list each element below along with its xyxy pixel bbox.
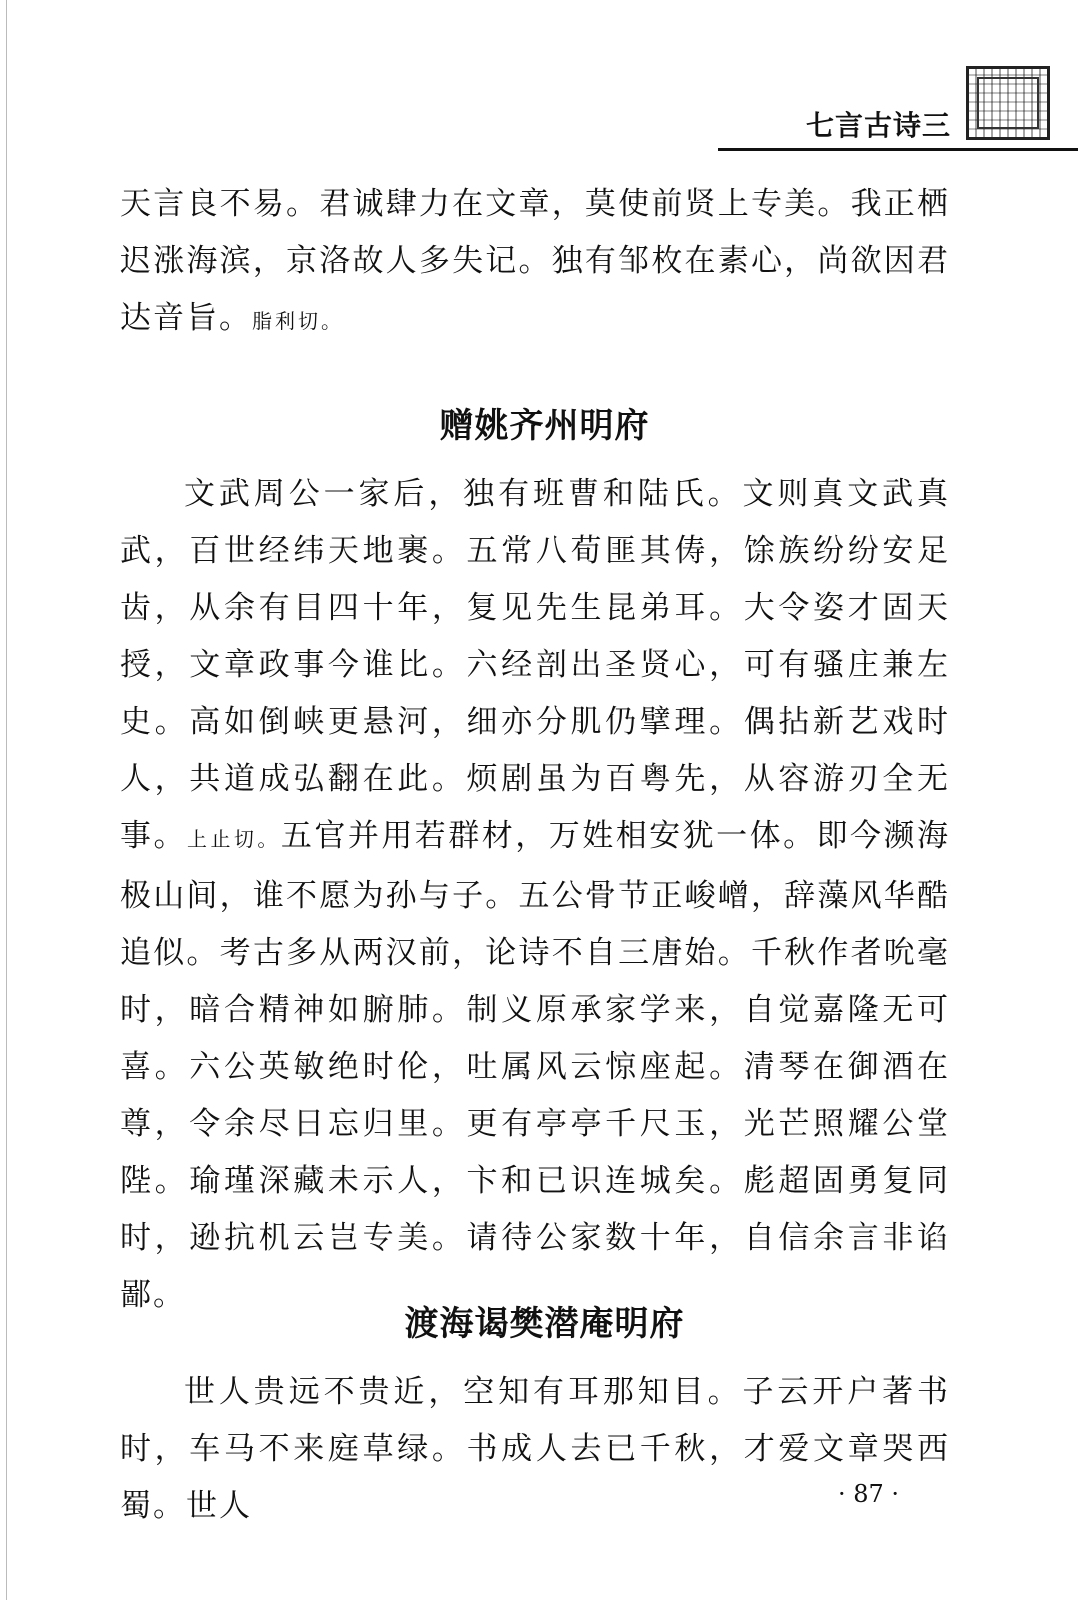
poem-title: 赠姚齐州明府 [439, 406, 650, 446]
poem-body [120, 466, 950, 1324]
continuation-text: 天言良不易。君诚肆力在文章，莫使前贤上专美。我正栖迟涨海滨，京洛故人多失记。独有邹枚在素心，尚欲因君达音旨。 [120, 186, 950, 336]
pronunciation-note: 脂利切。 [252, 309, 344, 333]
header-rule [718, 148, 1078, 151]
running-header: 七言古诗三 [806, 109, 952, 142]
poem-body: 世人贵远不贵近，空知有耳那知目。子云开户著书时，车马不来庭草绿。书成人去已千秋，才爱文章哭西蜀。世人 [120, 1374, 950, 1524]
poem-text: 五官并用若群材，万姓相安犹一体。即今濒海极山间，谁不愿为孙与子。五公骨节正峻嶒，辞藻风华酷追似。考古多从两汉前，论诗不自三唐始。千秋作者吮毫时，暗合精神如腑肺。制义原承家学来，自觉嘉隆无可喜。六公英敏绝时伦，吐属风云惊座起。清琴在御酒在尊，令余尽日忘归里。更有亭亭千尺玉，光芒照耀公堂陛。瑜瑾深藏未示人，卞和已识连城矣。彪超固勇复同时，逊抗机云岂专美。请待公家数十年，自信余言非谄鄙。 [120, 818, 951, 1313]
poem-text: 文武周公一家后，独有班曹和陆氏。文则真文武真武，百世经纬天地裹。五常八荀匪其俦，馀族纷纷安足齿，从余有目四十年，复见先生昆弟耳。大令姿才固天授，文章政事今谁比。六经剖出圣贤心，可有骚庄兼左史。高如倒峡更悬河，细亦分肌仍擘理。偶拈新艺戏时人，共道成弘翻在此。烦剧虽为百粤先，从容游刃全无事。 [120, 476, 950, 854]
page-edge-line [6, 0, 7, 1600]
pronunciation-note: 上止切。 [186, 827, 281, 851]
poem-title: 渡海谒樊潜庵明府 [404, 1304, 685, 1344]
page-number: · 87 · [838, 1480, 900, 1508]
seal-stamp-icon [966, 66, 1050, 140]
seal-inner-border [977, 77, 1039, 129]
continuation-paragraph [120, 176, 950, 350]
